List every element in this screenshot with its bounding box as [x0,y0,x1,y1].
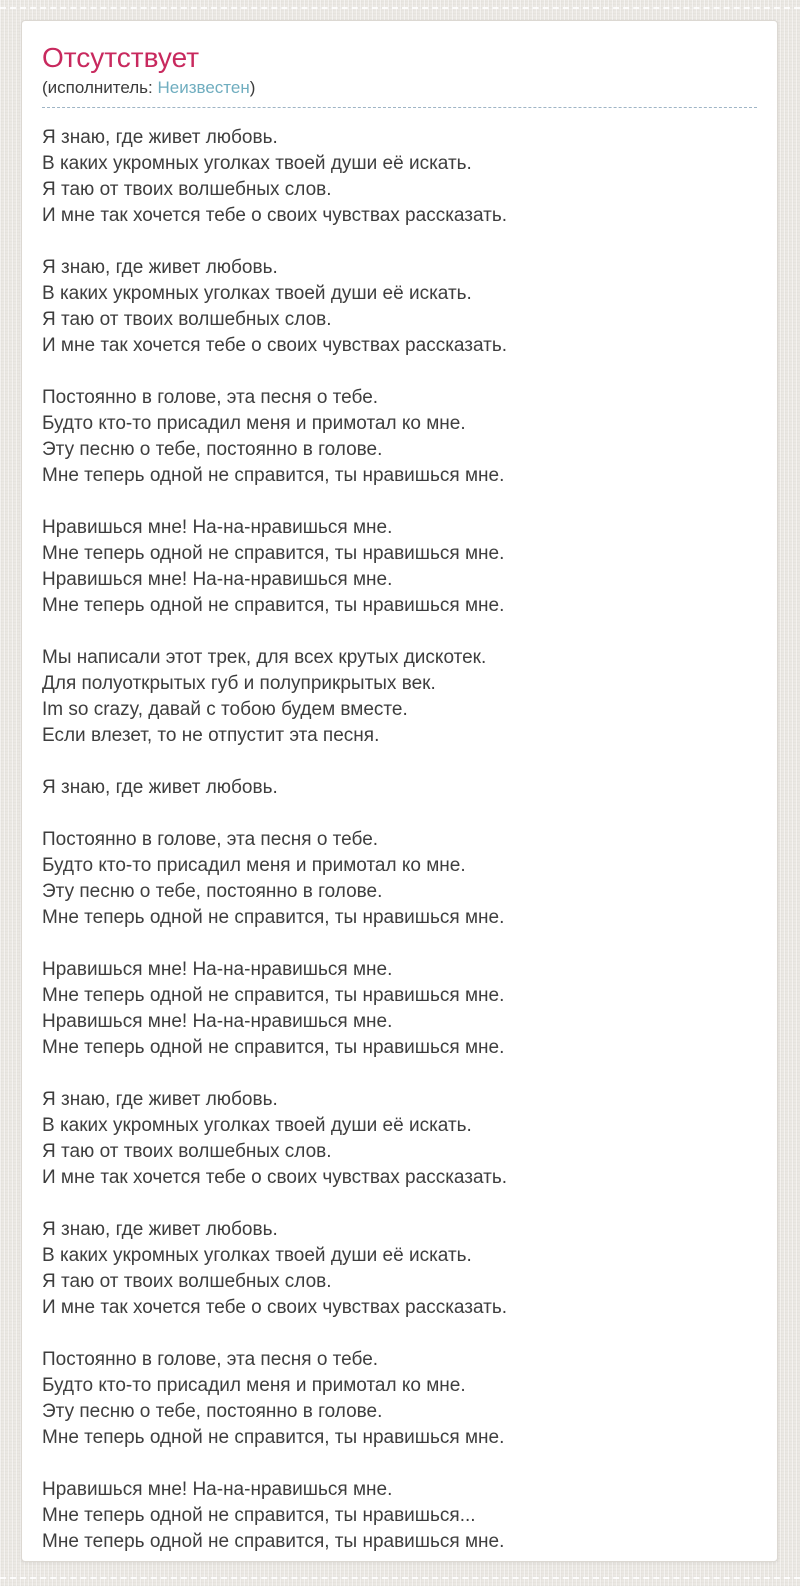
stanza: Постоянно в голове, эта песня о тебе. Будто кто-то присадил меня и примотал ко мне. Эту песню о тебе, постоянно в голове. Мне теперь одной не справится, ты нравишься мне. [42,1349,505,1448]
song-title: Отсутствует [42,42,200,73]
stanza: Я знаю, где живет любовь. В каких укромных уголках твоей души её искать. Я таю от твоих волшебных слов. И мне так хочется тебе о своих чувствах рассказать. [42,257,508,356]
background-stitch-bottom [0,1577,800,1579]
stanza: Нравишься мне! На-на-нравишься мне. Мне теперь одной не справится, ты нравишься мне. Нравишься мне! На-на-нравишься мне. Мне теперь одной не справится, ты нравишься мне. [42,959,505,1058]
artist-link[interactable]: Неизвестен [157,78,250,97]
lyrics-card [21,20,778,1562]
stanza: Я знаю, где живет любовь. В каких укромных уголках твоей души её искать. Я таю от твоих волшебных слов. И мне так хочется тебе о своих чувствах рассказать. [42,127,508,226]
background-stitch-top [0,7,800,9]
lyrics [42,125,757,1555]
stanza: Мы написали этот трек, для всех крутых дискотек. Для полуоткрытых губ и полуприкрытых век. Im so crazy, давай с тобою будем вместе. Если влезет, то не отпустит эта песня. [42,647,487,746]
stanza: Я знаю, где живет любовь. В каких укромных уголках твоей души её искать. Я таю от твоих волшебных слов. И мне так хочется тебе о своих чувствах рассказать. [42,1089,508,1188]
artist-label-suffix: ) [249,78,256,97]
song-header [42,43,757,108]
stanza: Нравишься мне! На-на-нравишься мне. Мне теперь одной не справится, ты нравишься мне. Нравишься мне! На-на-нравишься мне. Мне теперь одной не справится, ты нравишься мне. [42,517,505,616]
stanza: Постоянно в голове, эта песня о тебе. Будто кто-то присадил меня и примотал ко мне. Эту песню о тебе, постоянно в голове. Мне теперь одной не справится, ты нравишься мне. [42,387,505,486]
stanza: Я знаю, где живет любовь. [42,777,278,798]
artist-label-prefix: (исполнитель: [42,78,153,97]
stanza: Постоянно в голове, эта песня о тебе. Будто кто-то присадил меня и примотал ко мне. Эту песню о тебе, постоянно в голове. Мне теперь одной не справится, ты нравишься мне. [42,829,505,928]
stanza: Нравишься мне! На-на-нравишься мне. Мне теперь одной не справится, ты нравишься... Мне теперь одной не справится, ты нравишься мне. [42,1479,505,1552]
stanza: Я знаю, где живет любовь. В каких укромных уголках твоей души её искать. Я таю от твоих волшебных слов. И мне так хочется тебе о своих чувствах рассказать. [42,1219,508,1318]
artist-line [42,78,757,98]
